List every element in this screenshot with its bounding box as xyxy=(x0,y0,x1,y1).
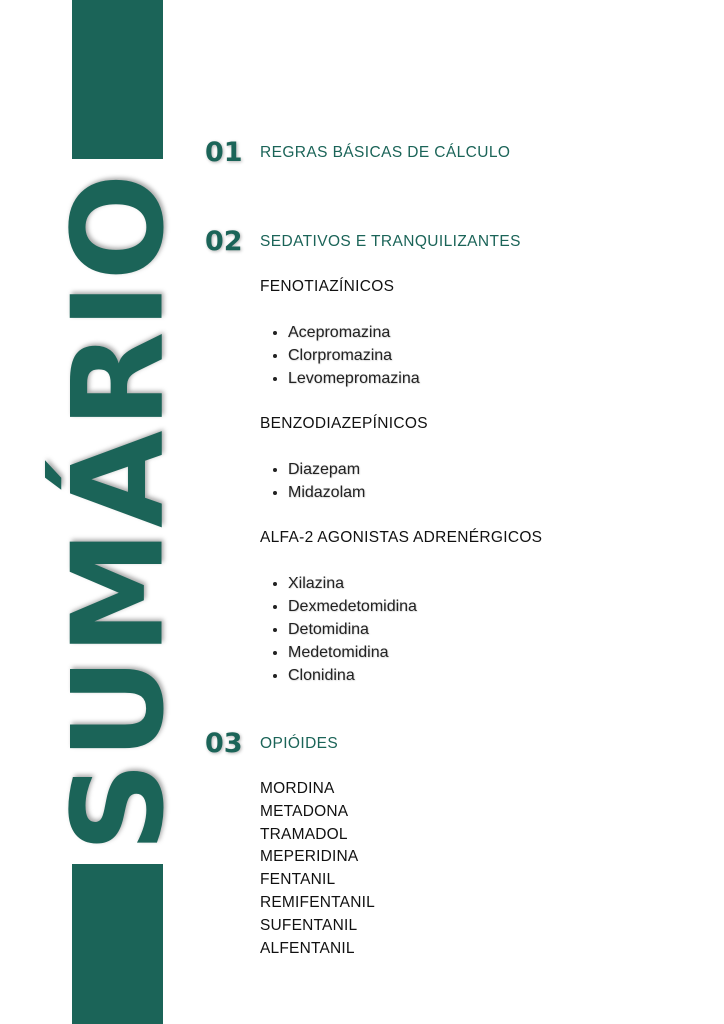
list-item: • Levomepromazina xyxy=(288,367,420,390)
list-item: • Acepromazina xyxy=(288,321,420,344)
list-item: • Xilazina xyxy=(288,572,417,595)
subsection-title: BENZODIAZEPÍNICOS xyxy=(260,415,428,432)
list-item: • Medetomidina xyxy=(288,641,417,664)
list-item: MEPERIDINA xyxy=(260,848,359,866)
section-number: 02 xyxy=(205,226,243,257)
drug-list xyxy=(262,572,417,687)
section-title: SEDATIVOS E TRANQUILIZANTES xyxy=(260,233,521,250)
drug-list xyxy=(262,321,420,390)
page-title: SUMÁRIO xyxy=(44,171,192,853)
list-item: MORDINA xyxy=(260,780,335,797)
list-item: • Midazolam xyxy=(288,481,365,504)
section-title: REGRAS BÁSICAS DE CÁLCULO xyxy=(260,144,511,161)
section-number: 03 xyxy=(205,728,243,759)
subsection-title: ALFA-2 AGONISTAS ADRENÉRGICOS xyxy=(260,529,543,546)
list-item: TRAMADOL xyxy=(260,825,348,843)
decorative-bar-bottom xyxy=(72,864,163,1024)
list-item: • Dexmedetomidina xyxy=(288,595,417,618)
list-item: REMIFENTANIL xyxy=(260,893,375,911)
section-title: OPIÓIDES xyxy=(260,735,339,752)
list-item: SUFENTANIL xyxy=(260,916,358,934)
list-item: METADONA xyxy=(260,802,349,820)
drug-list xyxy=(262,458,365,504)
list-item: • Diazepam xyxy=(288,458,365,481)
decorative-bar-top xyxy=(72,0,163,159)
list-item: • Clonidina xyxy=(288,664,417,687)
list-item: • Clorpromazina xyxy=(288,344,420,367)
opioid-list xyxy=(260,778,375,960)
subsection-title: FENOTIAZÍNICOS xyxy=(260,278,395,295)
list-item: • Detomidina xyxy=(288,618,417,641)
list-item: ALFENTANIL xyxy=(260,939,355,957)
list-item: FENTANIL xyxy=(260,871,336,889)
section-number: 01 xyxy=(205,137,243,168)
